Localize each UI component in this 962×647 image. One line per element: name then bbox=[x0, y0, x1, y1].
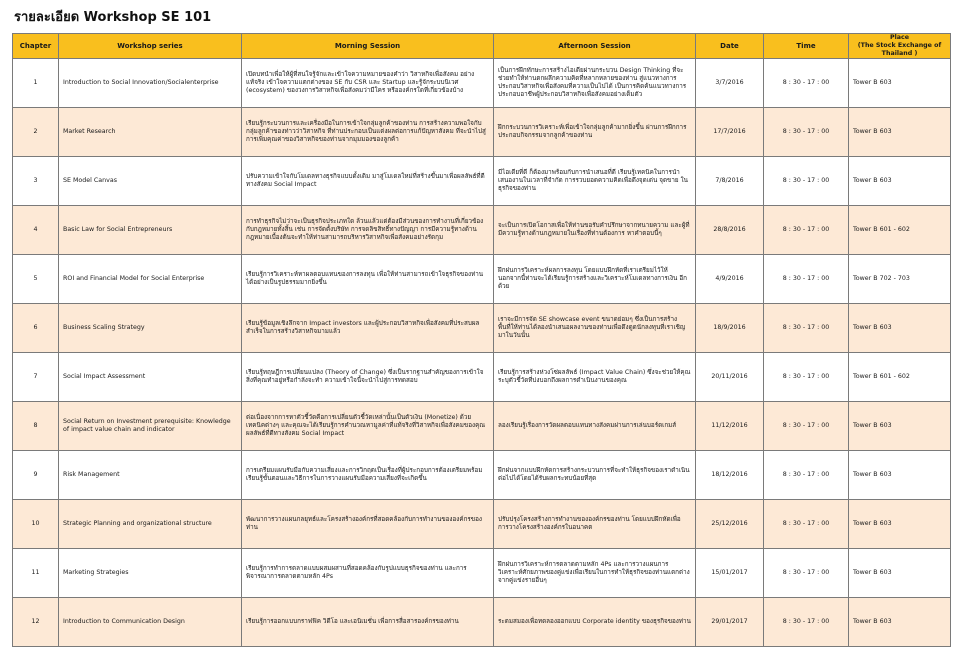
header-date: Date bbox=[696, 34, 764, 59]
morning-session-cell: เปิดบทนำเพื่อให้ผู้ที่สนใจรู้จักและเข้าใจความหมายของคำว่า วิสาหกิจเพื่อสังคม อย่างแท้จริง เข้าใจความแตกต่างของ SE กับ CSR และ Startup และรู้จักระบบนิเวศ (ecosystem) ของวงการวิสาหกิจเพื่อสังคมว่ามีใคร หรือองค์กรใดที่เกี่ยวข้องบ้าง bbox=[242, 59, 494, 108]
time-cell: 8 : 30 - 17 : 00 bbox=[764, 549, 849, 598]
afternoon-session-cell: มีไอเดียที่ดี ก็ต้องมาพร้อมกับการนำเสนอที่ดี เรียนรู้เทคนิคในการนำเสนองานในเวลาที่จำกัด การรวบยอดความคิดเพื่อดึงจุดเด่น จุดขาย ในธุรกิจของท่าน bbox=[494, 157, 696, 206]
afternoon-session-cell: ระดมสมองเพื่อทดลองออกแบบ Corporate identity ของธุรกิจของท่าน bbox=[494, 598, 696, 647]
series-cell: Introduction to Communication Design bbox=[59, 598, 242, 647]
series-cell: Strategic Planning and organizational structure bbox=[59, 500, 242, 549]
header-time: Time bbox=[764, 34, 849, 59]
date-cell: 25/12/2016 bbox=[696, 500, 764, 549]
table-row bbox=[13, 353, 951, 402]
date-cell: 20/11/2016 bbox=[696, 353, 764, 402]
header-series: Workshop series bbox=[59, 34, 242, 59]
time-cell: 8 : 30 - 17 : 00 bbox=[764, 255, 849, 304]
chapter-cell: 12 bbox=[13, 598, 59, 647]
time-cell: 8 : 30 - 17 : 00 bbox=[764, 402, 849, 451]
table-row bbox=[13, 108, 951, 157]
chapter-cell: 5 bbox=[13, 255, 59, 304]
afternoon-session-cell: ฝึกฝนการวิเคราะห์ผลการลงทุน โดยแบบฝึกหัดที่เราเตรียมไว้ให้ นอกจากนี้ท่านจะได้เรียนรู้การสร้างและวิเคราะห์โมเดลทางการเงิน อีกด้วย bbox=[494, 255, 696, 304]
chapter-cell: 11 bbox=[13, 549, 59, 598]
morning-session-cell: เรียนรู้ทฤษฎีการเปลี่ยนแปลง (Theory of Change) ซึ่งเป็นรากฐานสำคัญของการเข้าใจสิ่งที่คุณทำอยู่หรือกำลังจะทำ ความเข้าใจนี้จะนำไปสู่การทดสอบ bbox=[242, 353, 494, 402]
header-row bbox=[13, 34, 951, 59]
series-cell: Business Scaling Strategy bbox=[59, 304, 242, 353]
series-cell: Risk Management bbox=[59, 451, 242, 500]
morning-session-cell: เรียนรู้การวิเคราะห์หาผลตอบแทนของการลงทุน เพื่อให้ท่านสามารถเข้าใจธุรกิจของท่านได้อย่างเป็นรูปธรรมมากยิ่งขึ้น bbox=[242, 255, 494, 304]
morning-session-cell: พัฒนาการวางแผนกลยุทธ์และโครงสร้างองค์กรที่สอดคล้องกับการทำงานขององค์กรของท่าน bbox=[242, 500, 494, 549]
table-row bbox=[13, 500, 951, 549]
afternoon-session-cell: ลองเรียนรู้เรื่องการวัดผลตอบแทนทางสังคมผ่านการเล่นบอร์ดเกมส์ bbox=[494, 402, 696, 451]
table-row bbox=[13, 157, 951, 206]
table-row bbox=[13, 402, 951, 451]
chapter-cell: 7 bbox=[13, 353, 59, 402]
morning-session-cell: การเตรียมแผนรับมือกับความเสี่ยงและการวิกฤตเป็นเรื่องที่ผู้ประกอบการต้องเตรียมพร้อม เรียนรู้ขั้นตอนและวิธีการในการวางแผนรับมือความเสี่ยงที่จะเกิดขึ้น bbox=[242, 451, 494, 500]
date-cell: 28/8/2016 bbox=[696, 206, 764, 255]
morning-session-cell: เรียนรู้การทำการตลาดแบบผสมผสานที่สอดคล้องกับรูปแบบธุรกิจของท่าน และการพิจารณาการตลาดตามหลัก 4Ps bbox=[242, 549, 494, 598]
afternoon-session-cell: เรียนรู้การสร้างห่วงโซ่ผลลัพธ์ (Impact Value Chain) ซึ่งจะช่วยให้คุณระบุตัวชี้วัดที่บ่งบอกถึงผลการดำเนินงานของคุณ bbox=[494, 353, 696, 402]
header-place-subtitle: (The Stock Exchange of Thailand ) bbox=[857, 42, 942, 57]
place-cell: Tower B 603 bbox=[849, 157, 951, 206]
header-morning: Morning Session bbox=[242, 34, 494, 59]
date-cell: 7/8/2016 bbox=[696, 157, 764, 206]
date-cell: 17/7/2016 bbox=[696, 108, 764, 157]
place-cell: Tower B 603 bbox=[849, 500, 951, 549]
table-row bbox=[13, 598, 951, 647]
date-cell: 15/01/2017 bbox=[696, 549, 764, 598]
date-cell: 18/9/2016 bbox=[696, 304, 764, 353]
workshop-schedule-table bbox=[12, 33, 951, 647]
header-chapter: Chapter bbox=[13, 34, 59, 59]
place-cell: Tower B 603 bbox=[849, 598, 951, 647]
morning-session-cell: ต่อเนื่องจากการหาตัวชี้วัดคือการเปลี่ยนตัวชี้วัดเหล่านั้นเป็นตัวเงิน (Monetize) ด้วยเทคนิคต่างๆ และคุณจะได้เรียนรู้การคำนวณหามูลค่าที่แท้จริงที่วิสาหกิจเพื่อสังคมของคุณผลลัพธ์ที่ดีทางสังคม Social Impact bbox=[242, 402, 494, 451]
place-cell: Tower B 603 bbox=[849, 451, 951, 500]
header-place-title: Place bbox=[889, 34, 910, 42]
place-cell: Tower B 601 - 602 bbox=[849, 206, 951, 255]
place-cell: Tower B 603 bbox=[849, 304, 951, 353]
time-cell: 8 : 30 - 17 : 00 bbox=[764, 206, 849, 255]
chapter-cell: 10 bbox=[13, 500, 59, 549]
chapter-cell: 6 bbox=[13, 304, 59, 353]
time-cell: 8 : 30 - 17 : 00 bbox=[764, 598, 849, 647]
time-cell: 8 : 30 - 17 : 00 bbox=[764, 304, 849, 353]
chapter-cell: 2 bbox=[13, 108, 59, 157]
place-cell: Tower B 603 bbox=[849, 402, 951, 451]
header-place bbox=[849, 34, 951, 59]
morning-session-cell: ปรับความเข้าใจกับโมเดลทางธุรกิจแบบดั้งเดิม มาสู่โมเดลใหม่ที่สร้างขึ้นมาเพื่อผลลัพธ์ที่ดีทางสังคม Social Impact bbox=[242, 157, 494, 206]
header-afternoon: Afternoon Session bbox=[494, 34, 696, 59]
morning-session-cell: การทำธุรกิจไม่ว่าจะเป็นธุรกิจประเภทใด ล้วนแล้วแต่ต้องมีส่วนของการทำงานที่เกี่ยวข้องกับกฎหมายทั้งสิ้น เช่น การจัดตั้งบริษัท การจดลิขสิทธิ์ทางปัญญา การมีความรู้ทางด้านกฎหมายเบื้องต้นจะทำให้ท่านสามารถบริหารวิสาหกิจเพื่อสังคมอย่างรัดกุม bbox=[242, 206, 494, 255]
chapter-cell: 8 bbox=[13, 402, 59, 451]
chapter-cell: 1 bbox=[13, 59, 59, 108]
date-cell: 3/7/2016 bbox=[696, 59, 764, 108]
place-cell: Tower B 603 bbox=[849, 549, 951, 598]
table-row bbox=[13, 304, 951, 353]
morning-session-cell: เรียนรู้การออกแบบกราฟฟิค วิดีโอ และเอนิเมชั่น เพื่อการสื่อสารองค์กรของท่าน bbox=[242, 598, 494, 647]
place-cell: Tower B 702 - 703 bbox=[849, 255, 951, 304]
date-cell: 29/01/2017 bbox=[696, 598, 764, 647]
morning-session-cell: เรียนรู้กระบวนการและเครื่องมือในการเข้าใจกลุ่มลูกค้าของท่าน การสร้างความพอใจกับกลุ่มลูกค้าของท่าวว่าวิสาหกิจ ที่ท่านประกอบเป็นแต่งผลต่อการแก้ปัญหาสังคม ที่จะนำไปสู่การเพิ่มคุณค่าของวิสาหกิจของท่านจากมุมมองของลูกค้า bbox=[242, 108, 494, 157]
morning-session-cell: เรียนรู้ข้อมูลเชิงลึกจาก Impact investors และผู้ประกอบวิสาหกิจเพื่อสังคมที่ประสบผลสำเร็จในการสร้างวิสาหกิจมามแล้ว bbox=[242, 304, 494, 353]
afternoon-session-cell: เป็นการฝึกทักษะการสร้างไอเดียผ่านกระบวน Design Thinking ที่จะช่วยทำให้ท่านตกผลึกความคิดที่หลากหลายของท่าน สู่แนวทางการประกอบวิสาหกิจเพื่อสังคมที่ความเป็นไปได้ เป็นการคิดค้นแนวทางการประกอบอาชีพผู้ประกอบวิสาหกิจเพื่อสังคมอย่างเต็มตัว bbox=[494, 59, 696, 108]
date-cell: 18/12/2016 bbox=[696, 451, 764, 500]
afternoon-session-cell: ฝึกฝนจากแบบฝึกหัดการสร้างกระบวนการที่จะทำให้ธุรกิจของเราดำเนินต่อไปได้โดยได้รับผลกระทบน้อยที่สุด bbox=[494, 451, 696, 500]
time-cell: 8 : 30 - 17 : 00 bbox=[764, 108, 849, 157]
table-row bbox=[13, 451, 951, 500]
chapter-cell: 3 bbox=[13, 157, 59, 206]
place-cell: Tower B 603 bbox=[849, 108, 951, 157]
series-cell: Marketing Strategies bbox=[59, 549, 242, 598]
time-cell: 8 : 30 - 17 : 00 bbox=[764, 451, 849, 500]
time-cell: 8 : 30 - 17 : 00 bbox=[764, 157, 849, 206]
page-title: รายละเอียด Workshop SE 101 bbox=[14, 10, 212, 25]
afternoon-session-cell: ฝึกฝนการวิเคราะห์การตลาดตามหลัก 4Ps และการวางแผนการวิเคราะห์ศักยภาพของคู่แข่งเพื่อเรียนในการทำให้ธุรกิจของท่านแตกต่างจากคู่แข่งรายอื่นๆ bbox=[494, 549, 696, 598]
afternoon-session-cell: จะเป็นการเปิดโอกาสเพื่อให้ท่านขอรับคำปรึกษาจากทนายความ และผู้ที่มีความรู้ทางด้านกฎหมายในเรื่องที่ท่านต้องการ หาคำตอบนี้ๆ bbox=[494, 206, 696, 255]
table-row bbox=[13, 255, 951, 304]
time-cell: 8 : 30 - 17 : 00 bbox=[764, 353, 849, 402]
table-row bbox=[13, 59, 951, 108]
afternoon-session-cell: เราจะมีการจัด SE showcase event ขนาดย่อมๆ ซึ่งเป็นการสร้าง พื้นที่ให้ท่านได้ลองนำเสนอผลงานของท่านเพื่อดึงดูดนักลงทุนที่เราเชิญมาในวันนั้น bbox=[494, 304, 696, 353]
chapter-cell: 4 bbox=[13, 206, 59, 255]
series-cell: Basic Law for Social Entrepreneurs bbox=[59, 206, 242, 255]
series-cell: Market Research bbox=[59, 108, 242, 157]
table-row bbox=[13, 206, 951, 255]
series-cell: Social Impact Assessment bbox=[59, 353, 242, 402]
afternoon-session-cell: ฝึกกระบวนการวิเคราะห์เพื่อเข้าใจกลุ่มลูกค้ามากยิ่งขึ้น ผ่านการฝึกการประกอบกิจกรรมจากลูกค้าของท่าน bbox=[494, 108, 696, 157]
time-cell: 8 : 30 - 17 : 00 bbox=[764, 500, 849, 549]
table-row bbox=[13, 549, 951, 598]
date-cell: 4/9/2016 bbox=[696, 255, 764, 304]
place-cell: Tower B 601 - 602 bbox=[849, 353, 951, 402]
date-cell: 11/12/2016 bbox=[696, 402, 764, 451]
series-cell: Introduction to Social Innovation/Socialenterprise bbox=[59, 59, 242, 108]
series-cell: ROI and Financial Model for Social Enterprise bbox=[59, 255, 242, 304]
series-cell: SE Model Canvas bbox=[59, 157, 242, 206]
place-cell: Tower B 603 bbox=[849, 59, 951, 108]
chapter-cell: 9 bbox=[13, 451, 59, 500]
series-cell: Social Return on Investment prerequisite: Knowledge of impact value chain and indicator bbox=[59, 402, 242, 451]
time-cell: 8 : 30 - 17 : 00 bbox=[764, 59, 849, 108]
afternoon-session-cell: ปรับปรุงโครงสร้างการทำงานขององค์กรของท่าน โดยแบบฝึกหัดเพื่อการวางโครงสร้างองค์กรในอนาคต bbox=[494, 500, 696, 549]
